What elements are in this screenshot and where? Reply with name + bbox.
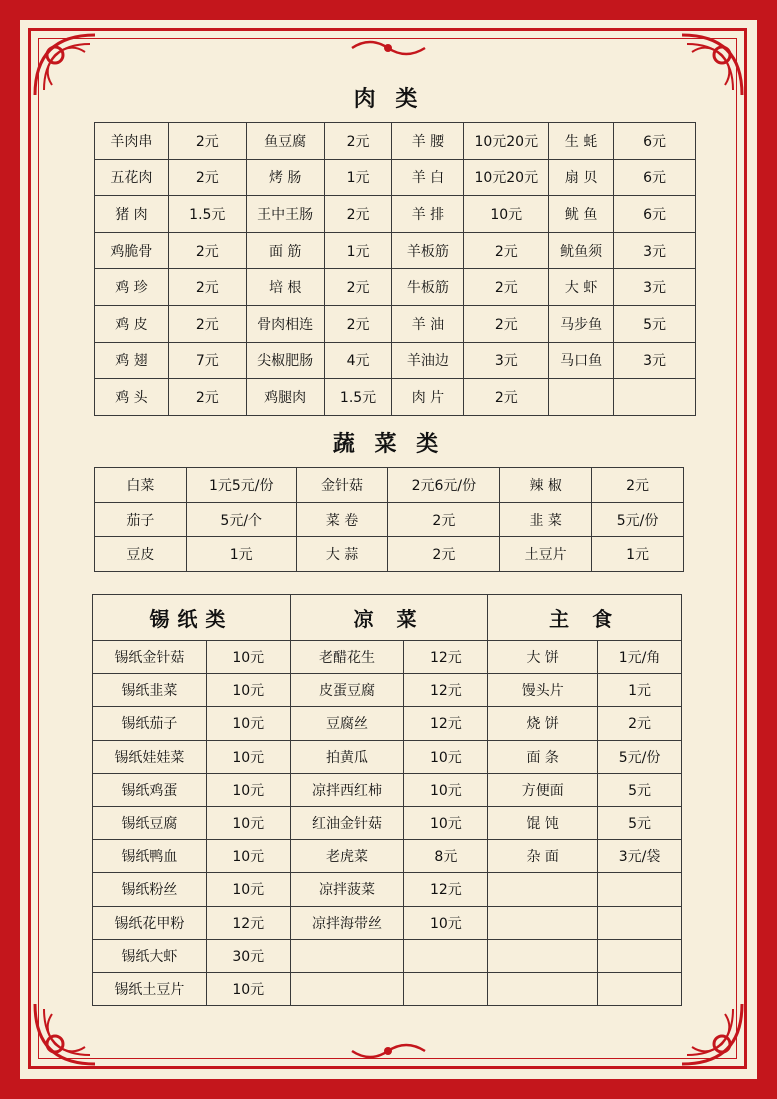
meat-item-price: 2元	[324, 305, 392, 342]
bottom-row	[93, 840, 682, 873]
meat-item-price: 3元	[614, 342, 696, 379]
bottom-item-name: 锡纸鸭血	[93, 840, 207, 873]
bottom-item-price	[598, 972, 682, 1005]
meat-item-price: 2元	[464, 379, 549, 416]
meat-row	[95, 196, 696, 233]
meat-item-price: 6元	[614, 123, 696, 160]
veg-item-name: 金针菇	[296, 468, 388, 503]
bottom-item-price	[404, 939, 488, 972]
meat-item-price: 2元	[324, 269, 392, 306]
bottom-item-price	[598, 873, 682, 906]
meat-row	[95, 379, 696, 416]
meat-item-name: 羊 排	[392, 196, 464, 233]
veg-item-price: 2元	[592, 468, 684, 503]
bottom-item-name	[488, 939, 598, 972]
section-header-foil: 锡纸类	[93, 595, 291, 641]
corner-ornament-icon	[677, 999, 747, 1069]
bottom-item-price: 5元	[598, 806, 682, 839]
veg-item-name: 土豆片	[500, 537, 592, 572]
meat-item-name: 羊 白	[392, 159, 464, 196]
bottom-item-name: 杂 面	[488, 840, 598, 873]
bottom-item-price: 12元	[404, 674, 488, 707]
bottom-item-name: 锡纸韭菜	[93, 674, 207, 707]
bottom-item-name: 锡纸鸡蛋	[93, 773, 207, 806]
meat-item-name: 鸡 翅	[95, 342, 169, 379]
bottom-row	[93, 972, 682, 1005]
bottom-item-name: 凉拌西红柿	[290, 773, 404, 806]
bottom-item-price: 10元	[206, 840, 290, 873]
bottom-item-name: 馄 饨	[488, 806, 598, 839]
meat-item-name: 牛板筋	[392, 269, 464, 306]
bottom-item-name: 方便面	[488, 773, 598, 806]
bottom-item-name: 锡纸娃娃菜	[93, 740, 207, 773]
meat-item-price: 4元	[324, 342, 392, 379]
bottom-item-name: 大 饼	[488, 641, 598, 674]
bottom-item-name: 馒头片	[488, 674, 598, 707]
bottom-item-price: 12元	[404, 641, 488, 674]
meat-item-name: 羊 腰	[392, 123, 464, 160]
bottom-item-name: 豆腐丝	[290, 707, 404, 740]
bottom-row	[93, 806, 682, 839]
bottom-item-name: 锡纸花甲粉	[93, 906, 207, 939]
bottom-item-price: 10元	[404, 740, 488, 773]
bottom-item-price: 8元	[404, 840, 488, 873]
bottom-item-price	[598, 939, 682, 972]
bottom-price-table	[92, 594, 682, 1006]
bottom-item-price: 10元	[206, 674, 290, 707]
bottom-row	[93, 773, 682, 806]
bottom-item-name	[290, 972, 404, 1005]
meat-item-name	[549, 379, 614, 416]
meat-item-name: 猪 肉	[95, 196, 169, 233]
bottom-item-price: 5元	[598, 773, 682, 806]
veg-item-price: 1元5元/份	[186, 468, 296, 503]
bottom-item-name	[488, 873, 598, 906]
meat-row	[95, 269, 696, 306]
meat-section-title: 肉 类	[353, 86, 424, 112]
bottom-item-price: 12元	[404, 707, 488, 740]
meat-item-price: 1.5元	[168, 196, 246, 233]
bottom-item-name: 红油金针菇	[290, 806, 404, 839]
veg-item-price: 5元/份	[592, 502, 684, 537]
meat-item-name: 鱿 鱼	[549, 196, 614, 233]
bottom-item-price: 10元	[206, 740, 290, 773]
veg-item-price: 2元	[388, 537, 500, 572]
meat-item-name: 羊 油	[392, 305, 464, 342]
meat-item-name: 五花肉	[95, 159, 169, 196]
bottom-item-price: 5元/份	[598, 740, 682, 773]
bottom-item-name	[290, 939, 404, 972]
meat-item-name: 大 虾	[549, 269, 614, 306]
veg-item-name: 白菜	[95, 468, 187, 503]
bottom-item-name: 锡纸土豆片	[93, 972, 207, 1005]
meat-item-name: 羊肉串	[95, 123, 169, 160]
meat-item-price: 2元	[168, 159, 246, 196]
veg-item-name: 大 蒜	[296, 537, 388, 572]
bottom-item-name: 锡纸豆腐	[93, 806, 207, 839]
bottom-item-price: 1元	[598, 674, 682, 707]
meat-item-price: 1元	[324, 159, 392, 196]
meat-item-price: 3元	[464, 342, 549, 379]
bottom-item-name	[488, 972, 598, 1005]
meat-row	[95, 159, 696, 196]
bottom-item-name: 凉拌菠菜	[290, 873, 404, 906]
bottom-item-name: 锡纸茄子	[93, 707, 207, 740]
bottom-row	[93, 740, 682, 773]
veg-item-price: 1元	[186, 537, 296, 572]
meat-row	[95, 232, 696, 269]
meat-item-price: 2元	[464, 269, 549, 306]
veg-row	[95, 502, 684, 537]
bottom-item-price: 10元	[206, 641, 290, 674]
meat-item-price: 5元	[614, 305, 696, 342]
meat-item-name: 面 筋	[246, 232, 324, 269]
bottom-item-name: 老醋花生	[290, 641, 404, 674]
bottom-item-price: 10元	[206, 773, 290, 806]
meat-item-name: 鸡腿肉	[246, 379, 324, 416]
meat-item-price: 6元	[614, 159, 696, 196]
veg-item-name: 韭 菜	[500, 502, 592, 537]
meat-item-price: 2元	[464, 305, 549, 342]
veg-item-price: 2元	[388, 502, 500, 537]
veg-item-price: 5元/个	[186, 502, 296, 537]
bottom-item-name: 烧 饼	[488, 707, 598, 740]
meat-item-price: 10元20元	[464, 159, 549, 196]
top-center-ornament-icon	[350, 36, 427, 60]
bottom-item-price: 1元/角	[598, 641, 682, 674]
bottom-item-price: 30元	[206, 939, 290, 972]
bottom-item-price	[598, 906, 682, 939]
veg-section-title: 蔬 菜 类	[332, 431, 445, 457]
meat-item-price: 2元	[168, 269, 246, 306]
veg-row	[95, 537, 684, 572]
meat-item-price: 2元	[324, 196, 392, 233]
meat-item-price: 10元20元	[464, 123, 549, 160]
meat-item-name: 鸡脆骨	[95, 232, 169, 269]
bottom-row	[93, 674, 682, 707]
bottom-item-price: 2元	[598, 707, 682, 740]
meat-item-price: 1元	[324, 232, 392, 269]
veg-item-name: 茄子	[95, 502, 187, 537]
meat-row	[95, 342, 696, 379]
bottom-item-price: 10元	[404, 806, 488, 839]
meat-item-price: 2元	[168, 305, 246, 342]
meat-item-name: 培 根	[246, 269, 324, 306]
veg-item-name: 菜 卷	[296, 502, 388, 537]
bottom-item-name: 锡纸粉丝	[93, 873, 207, 906]
meat-item-price: 2元	[168, 232, 246, 269]
meat-item-price: 3元	[614, 269, 696, 306]
bottom-item-name: 凉拌海带丝	[290, 906, 404, 939]
meat-item-name: 王中王肠	[246, 196, 324, 233]
bottom-item-name: 皮蛋豆腐	[290, 674, 404, 707]
meat-item-name: 羊油边	[392, 342, 464, 379]
meat-item-name: 羊板筋	[392, 232, 464, 269]
meat-item-price: 2元	[168, 123, 246, 160]
meat-item-name: 肉 片	[392, 379, 464, 416]
veg-row	[95, 468, 684, 503]
bottom-row	[93, 707, 682, 740]
bottom-row	[93, 873, 682, 906]
meat-item-name: 鱿鱼须	[549, 232, 614, 269]
meat-item-name: 扇 贝	[549, 159, 614, 196]
section-header-cold-dishes: 凉 菜	[290, 595, 488, 641]
meat-price-table	[94, 122, 696, 416]
veg-item-price: 2元6元/份	[388, 468, 500, 503]
meat-item-price	[614, 379, 696, 416]
meat-item-price: 2元	[168, 379, 246, 416]
bottom-row	[93, 939, 682, 972]
bottom-item-price: 10元	[206, 972, 290, 1005]
meat-item-name: 尖椒肥肠	[246, 342, 324, 379]
corner-ornament-icon	[30, 999, 100, 1069]
bottom-item-price: 3元/袋	[598, 840, 682, 873]
bottom-center-ornament-icon	[350, 1039, 427, 1063]
bottom-item-price	[404, 972, 488, 1005]
veg-item-price: 1元	[592, 537, 684, 572]
meat-item-price: 6元	[614, 196, 696, 233]
meat-item-price: 10元	[464, 196, 549, 233]
bottom-item-price: 10元	[404, 906, 488, 939]
bottom-item-name: 面 条	[488, 740, 598, 773]
meat-item-price: 2元	[464, 232, 549, 269]
bottom-item-price: 12元	[206, 906, 290, 939]
meat-item-name: 骨肉相连	[246, 305, 324, 342]
bottom-item-name: 老虎菜	[290, 840, 404, 873]
meat-item-name: 烤 肠	[246, 159, 324, 196]
bottom-row	[93, 641, 682, 674]
veg-item-name: 豆皮	[95, 537, 187, 572]
meat-item-name: 马口鱼	[549, 342, 614, 379]
meat-item-price: 2元	[324, 123, 392, 160]
meat-item-name: 鸡 头	[95, 379, 169, 416]
meat-row	[95, 123, 696, 160]
meat-item-name: 鱼豆腐	[246, 123, 324, 160]
meat-item-name: 马步鱼	[549, 305, 614, 342]
meat-item-name: 生 蚝	[549, 123, 614, 160]
bottom-item-price: 10元	[404, 773, 488, 806]
bottom-item-price: 10元	[206, 873, 290, 906]
meat-item-name: 鸡 皮	[95, 305, 169, 342]
bottom-item-price: 12元	[404, 873, 488, 906]
meat-item-price: 7元	[168, 342, 246, 379]
meat-item-price: 3元	[614, 232, 696, 269]
bottom-item-name: 锡纸金针菇	[93, 641, 207, 674]
bottom-item-price: 10元	[206, 806, 290, 839]
section-header-staples: 主 食	[488, 595, 682, 641]
veg-item-name: 辣 椒	[500, 468, 592, 503]
bottom-item-name: 锡纸大虾	[93, 939, 207, 972]
bottom-row	[93, 906, 682, 939]
bottom-item-price: 10元	[206, 707, 290, 740]
veg-price-table	[94, 467, 684, 572]
bottom-item-name	[488, 906, 598, 939]
meat-item-name: 鸡 珍	[95, 269, 169, 306]
bottom-item-name: 拍黄瓜	[290, 740, 404, 773]
meat-item-price: 1.5元	[324, 379, 392, 416]
meat-row	[95, 305, 696, 342]
